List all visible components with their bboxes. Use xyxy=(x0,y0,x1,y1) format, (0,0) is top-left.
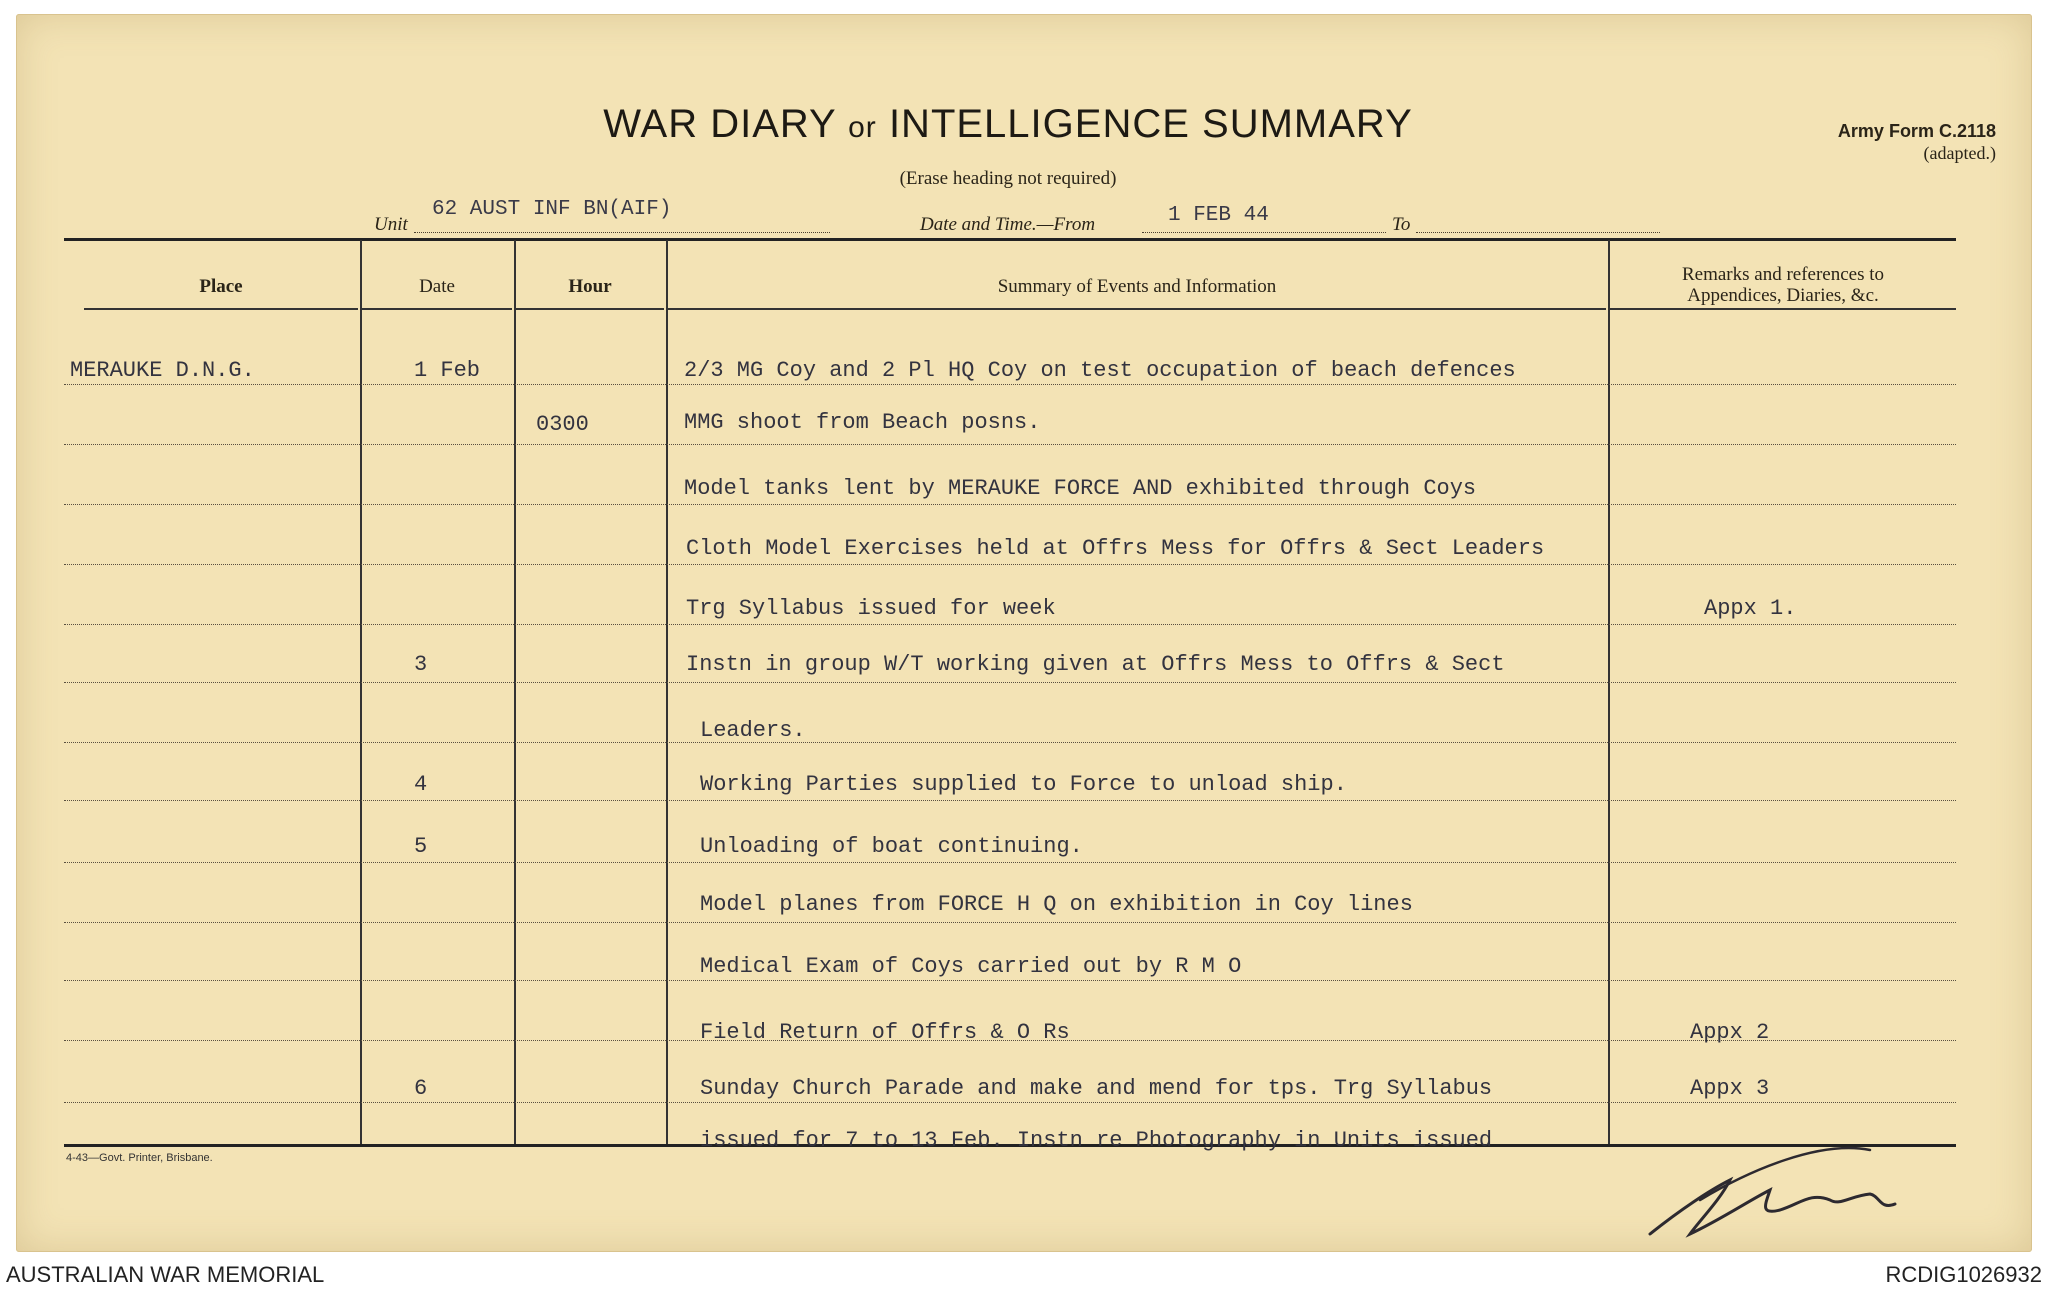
row-13-summary: Sunday Church Parade and make and mend for tps. Trg Syllabus xyxy=(700,1076,1493,1101)
unit-dotline xyxy=(414,232,830,233)
row-6-summary: Instn in group W/T working given at Offrs Mess to Offrs & Sect xyxy=(686,652,1505,677)
row-2-hour: 0300 xyxy=(536,412,589,437)
row-rule xyxy=(64,384,1956,385)
army-form-adapted: (adapted.) xyxy=(1923,143,1996,163)
row-12-remarks: Appx 2 xyxy=(1690,1020,1770,1045)
date-label: Date and Time.—From xyxy=(920,214,1096,235)
col-divider-date xyxy=(514,240,516,1144)
row-1-date: 1 Feb xyxy=(414,358,481,383)
row-3-summary: Model tanks lent by MERAUKE FORCE AND exhibited through Coys xyxy=(684,476,1477,501)
row-10-summary: Model planes from FORCE H Q on exhibition in Coy lines xyxy=(700,892,1413,917)
header-rule-date xyxy=(362,308,512,310)
row-5-remarks: Appx 1. xyxy=(1704,596,1797,621)
to-label: To xyxy=(1392,214,1411,235)
footer-record-id: RCDIG1026932 xyxy=(1885,1262,2042,1287)
sheet-edge xyxy=(16,14,2032,1252)
header-rule-place xyxy=(84,308,358,310)
signature-mark xyxy=(1640,1130,1940,1250)
row-8-date: 4 xyxy=(414,772,428,797)
form-title xyxy=(0,102,2016,147)
col-divider-summary xyxy=(1608,240,1610,1144)
row-1-summary: 2/3 MG Coy and 2 Pl HQ Coy on test occupation of beach defences xyxy=(684,358,1516,383)
row-rule xyxy=(64,800,1956,801)
row-9-summary: Unloading of boat continuing. xyxy=(700,834,1083,859)
title-main: WAR DIARY xyxy=(603,102,836,146)
title-or: or xyxy=(848,111,877,144)
row-rule xyxy=(64,504,1956,505)
unit-label: Unit xyxy=(374,214,408,235)
row-11-summary: Medical Exam of Coys carried out by R M O xyxy=(700,954,1242,979)
col-divider-place xyxy=(360,240,362,1144)
row-6-date: 3 xyxy=(414,652,428,677)
row-rule xyxy=(64,564,1956,565)
row-7-summary: Leaders. xyxy=(700,718,806,743)
title-rest: INTELLIGENCE SUMMARY xyxy=(888,102,1413,146)
row-12-summary: Field Return of Offrs & O Rs xyxy=(700,1020,1070,1045)
diary-sheet xyxy=(16,14,2032,1252)
row-rule xyxy=(64,624,1956,625)
col-head-remarks-line1: Remarks and references to xyxy=(1681,264,1885,285)
row-13-remarks: Appx 3 xyxy=(1690,1076,1770,1101)
row-rule xyxy=(64,742,1956,743)
col-head-remarks-line2: Appendices, Diaries, &c. xyxy=(1687,285,1879,306)
col-head-hour: Hour xyxy=(568,276,612,297)
date-from-value: 1 FEB 44 xyxy=(1168,204,1269,227)
header-rule-summary xyxy=(668,308,1606,310)
row-rule xyxy=(64,922,1956,923)
row-8-summary: Working Parties supplied to Force to unload ship. xyxy=(700,772,1347,797)
army-form-label xyxy=(1838,120,1996,164)
army-form-number: Army Form C.2118 xyxy=(1837,121,1996,141)
row-13-date: 6 xyxy=(414,1076,428,1101)
unit-value: 62 AUST INF BN(AIF) xyxy=(432,198,672,221)
row-5-summary: Trg Syllabus issued for week xyxy=(686,596,1056,621)
row-1-place: MERAUKE D.N.G. xyxy=(70,358,255,383)
form-subtitle: (Erase heading not required) xyxy=(899,168,1117,189)
row-rule xyxy=(64,682,1956,683)
header-rule-hour xyxy=(516,308,664,310)
printer-note: 4-43—Govt. Printer, Brisbane. xyxy=(66,1152,213,1164)
row-9-date: 5 xyxy=(414,834,428,859)
col-head-summary: Summary of Events and Information xyxy=(997,276,1277,297)
row-14-summary: issued for 7 to 13 Feb. Instn re Photography in Units issued xyxy=(700,1128,1493,1153)
row-rule xyxy=(64,1102,1956,1103)
date-dotline xyxy=(1142,232,1386,233)
row-rule xyxy=(64,444,1956,445)
row-2-summary: MMG shoot from Beach posns. xyxy=(684,410,1041,435)
row-rule xyxy=(64,862,1956,863)
col-divider-hour xyxy=(666,240,668,1144)
col-head-place: Place xyxy=(199,276,243,297)
to-dotline xyxy=(1416,232,1660,233)
col-head-date: Date xyxy=(419,276,455,297)
header-rule-remarks xyxy=(1610,308,1956,310)
row-rule xyxy=(64,980,1956,981)
row-4-summary: Cloth Model Exercises held at Offrs Mess for Offrs & Sect Leaders xyxy=(686,536,1545,561)
col-head-remarks xyxy=(1610,264,1956,306)
footer-archive-name: AUSTRALIAN WAR MEMORIAL xyxy=(6,1262,325,1287)
table-top-rule xyxy=(64,238,1956,241)
